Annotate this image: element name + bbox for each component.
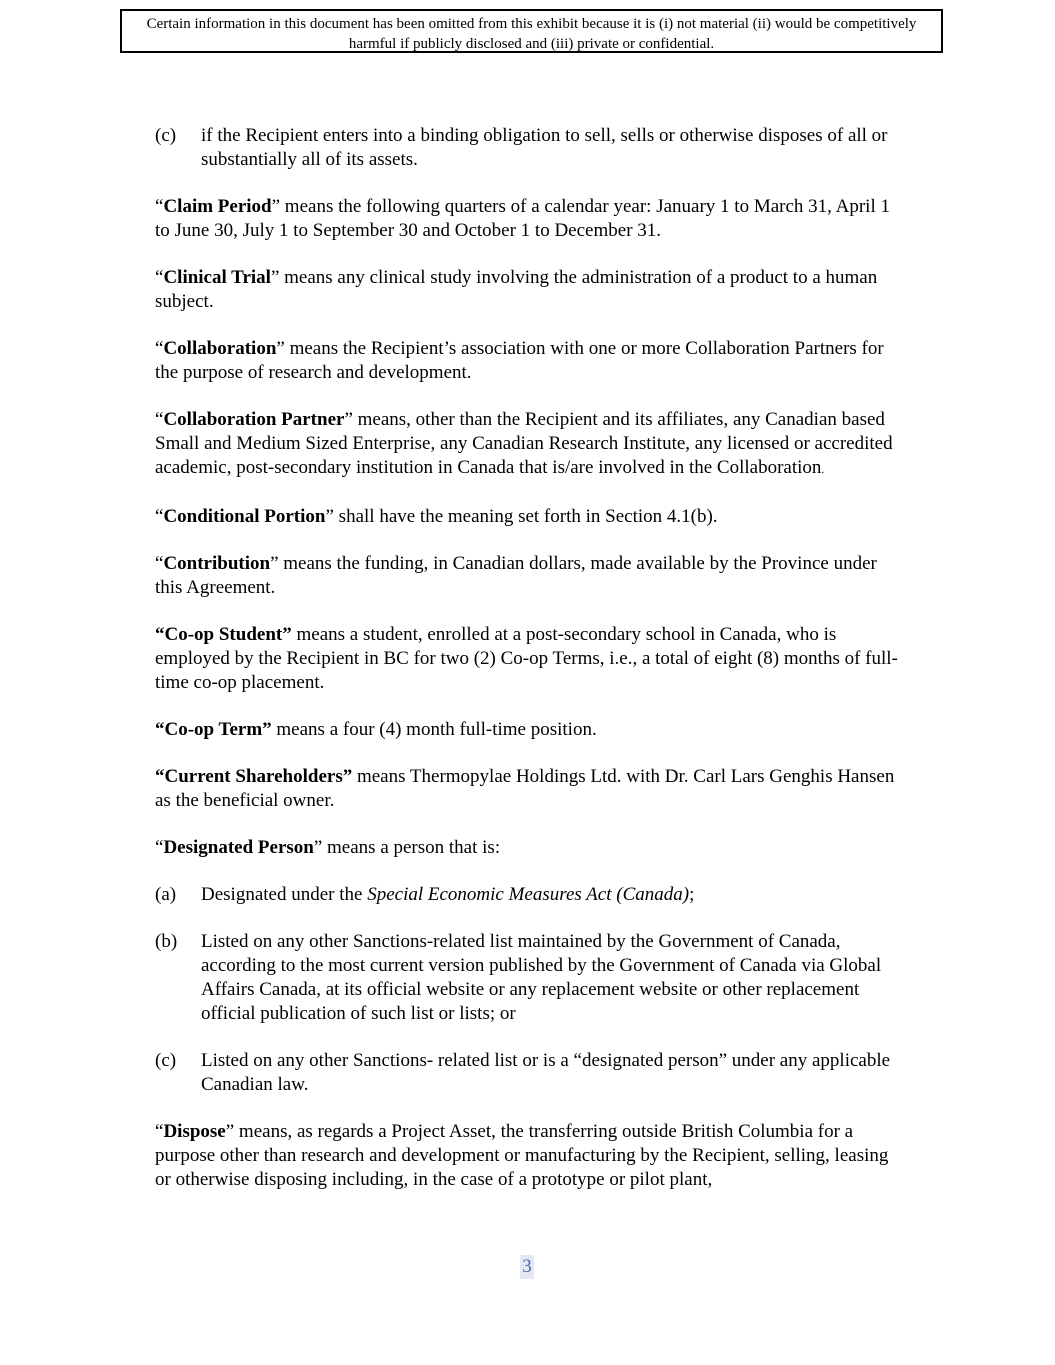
open-quote: “ — [155, 553, 164, 574]
definition-coop-term — [155, 718, 905, 742]
open-quote: “ — [155, 409, 164, 430]
defined-term: Claim Period — [163, 196, 272, 217]
definition-text: ” means, as regards a Project Asset, the transferring outside British Columbia for a purpose other than research and development or manufacturing by the Recipient, selling, leasing or otherwise disposing including, in the case of a prototype or pilot plant, — [155, 1121, 889, 1190]
list-marker: (a) — [155, 884, 177, 905]
definition-conditional-portion — [155, 505, 905, 529]
definition-claim-period — [155, 195, 905, 243]
document-body — [155, 124, 905, 1215]
list-item-b-sanctions — [155, 930, 905, 1026]
trailing-period: . — [821, 464, 825, 476]
list-item-c-sanctions — [155, 1049, 905, 1097]
list-item-text: if the Recipient enters into a binding obligation to sell, sells or otherwise disposes of all or substantially all of its assets. — [201, 125, 888, 170]
definition-collaboration-partner — [155, 408, 905, 482]
definition-text: means a student, enrolled at a post-secondary school in Canada, who is employed by the Recipient in BC for two (2) Co-op Terms, i.e., a total of eight (8) months of full-time co-op placement. — [155, 624, 898, 693]
definition-clinical-trial — [155, 266, 905, 314]
list-item-text: Listed on any other Sanctions- related list or is a “designated person” under any applicable Canadian law. — [201, 1050, 891, 1095]
open-quote: “ — [155, 506, 164, 527]
act-title: Special Economic Measures Act (Canada) — [367, 884, 690, 905]
definition-text: ” means the following quarters of a calendar year: January 1 to March 31, April 1 to June 30, July 1 to September 30 and October 1 to December 31. — [155, 196, 890, 241]
list-marker: (c) — [155, 125, 177, 146]
definition-text: ” means the Recipient’s association with one or more Collaboration Partners for the purpose of research and development. — [155, 338, 884, 383]
definition-text: ” means, other than the Recipient and its affiliates, any Canadian based Small and Medium Sized Enterprise, any Canadian Research Institute, any licensed or accredited academic, post-secondary institution in Canada that is/are involved in the Collaboration — [155, 409, 893, 478]
confidentiality-notice — [120, 9, 943, 53]
open-quote: “ — [155, 338, 164, 359]
open-quote: “ — [155, 267, 164, 288]
definition-dispose — [155, 1120, 905, 1192]
list-item-text: Designated under the — [201, 884, 368, 905]
open-quote: “ — [155, 1121, 164, 1142]
defined-term: Conditional Portion — [163, 506, 326, 527]
definition-current-shareholders — [155, 765, 905, 813]
definition-coop-student — [155, 623, 905, 695]
list-item-text: Listed on any other Sanctions-related list maintained by the Government of Canada, according to the most current version published by the Government of Canada via Global Affairs Canada, at its official website or any replacement website or other replacement official publication of such list or lists; or — [201, 931, 882, 1024]
definition-text: ” means the funding, in Canadian dollars, made available by the Province under this Agreement. — [155, 553, 877, 598]
defined-term: Collaboration Partner — [163, 409, 345, 430]
definition-text: ” means a person that is: — [313, 837, 501, 858]
defined-term: Designated Person — [163, 837, 314, 858]
defined-term: Collaboration — [163, 338, 277, 359]
definition-contribution — [155, 552, 905, 600]
definition-text: ” means any clinical study involving the administration of a product to a human subject. — [155, 267, 878, 312]
list-marker: (c) — [155, 1050, 177, 1071]
definition-text: means Thermopylae Holdings Ltd. with Dr. Carl Lars Genghis Hansen as the beneficial owner. — [155, 766, 895, 811]
defined-term: Dispose — [163, 1121, 226, 1142]
definition-text: ” shall have the meaning set forth in Section 4.1(b). — [325, 506, 718, 527]
list-item-c-assets — [155, 124, 905, 172]
definition-designated-person — [155, 836, 905, 860]
open-quote: “ — [155, 837, 164, 858]
defined-term: “Current Shareholders” — [155, 766, 353, 787]
definition-text: means a four (4) month full-time position. — [271, 719, 597, 740]
defined-term: “Co-op Student” — [155, 624, 292, 645]
defined-term: Contribution — [163, 553, 271, 574]
defined-term: “Co-op Term” — [155, 719, 272, 740]
list-marker: (b) — [155, 931, 178, 952]
list-item-a-designated — [155, 883, 905, 907]
page-number: 3 — [520, 1255, 534, 1279]
open-quote: “ — [155, 196, 164, 217]
defined-term: Clinical Trial — [163, 267, 271, 288]
list-item-suffix: ; — [689, 884, 695, 905]
confidentiality-notice-text: Certain information in this document has been omitted from this exhibit because it is (i) not material (ii) would be competitively harmful if publicly disclosed and (iii) private or confidential. — [146, 16, 917, 52]
definition-collaboration — [155, 337, 905, 385]
